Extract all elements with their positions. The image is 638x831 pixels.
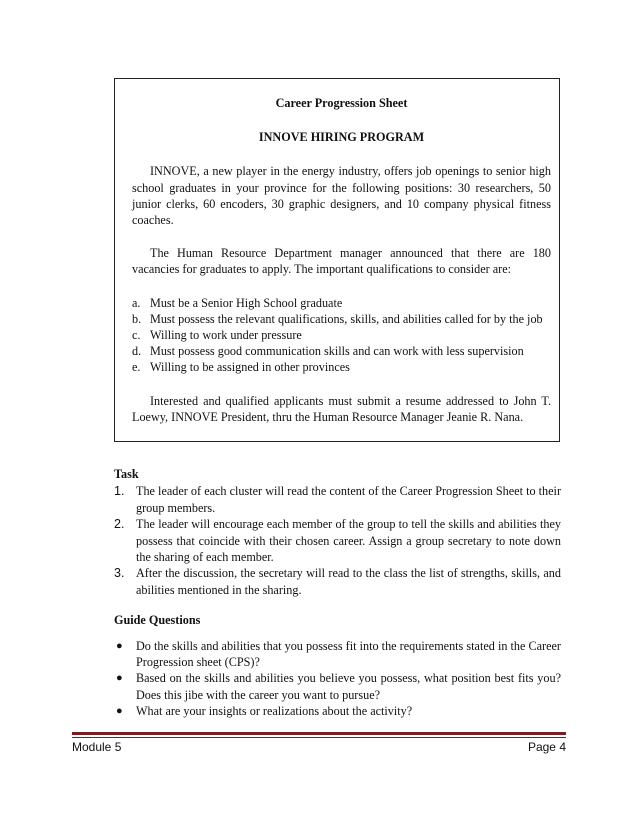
list-item — [132, 359, 551, 375]
list-item — [114, 638, 561, 671]
list-letter: c. — [132, 328, 141, 343]
list-item — [132, 327, 551, 343]
list-number: 3. — [114, 566, 125, 581]
list-text: Must be a Senior High School graduate — [150, 295, 343, 310]
list-letter: b. — [132, 311, 142, 326]
list-item — [132, 295, 551, 311]
list-text: Willing to be assigned in other provinces — [150, 360, 350, 375]
list-item — [114, 670, 561, 703]
bullet-icon: ● — [116, 672, 123, 685]
bullet-icon: ● — [116, 639, 123, 652]
list-letter: a. — [132, 295, 141, 310]
list-text: Do the skills and abilities that you possess fit into the requirements stated in the Career Progression sheet (CPS)? — [136, 638, 561, 670]
footer-rule-thick — [72, 732, 566, 735]
list-number: 2. — [114, 517, 125, 532]
list-text: Must possess the relevant qualifications, skills, and abilities called for by the job — [150, 311, 543, 326]
list-item — [114, 703, 561, 719]
sheet-title: Career Progression Sheet — [275, 96, 408, 110]
qualifications-list — [132, 295, 551, 376]
sheet-paragraph-submission: Interested and qualified applicants must submit a resume addressed to John T. Loewy, INNOVE President, thru the Human Resource Manager Jeanie R. Nana. — [132, 393, 551, 424]
list-item — [114, 565, 561, 598]
footer-page-number: Page 4 — [527, 740, 566, 754]
task-section — [114, 466, 561, 720]
list-text: After the discussion, the secretary will read to the class the list of strengths, skills, and abilities mentioned in the sharing. — [136, 566, 561, 597]
footer-rule-thin — [72, 737, 566, 738]
task-list — [114, 483, 561, 598]
guide-questions-heading: Guide Questions — [114, 613, 201, 628]
list-letter: d. — [132, 344, 142, 359]
list-number: 1. — [114, 484, 125, 499]
bullet-icon: ● — [116, 705, 123, 718]
footer-rule — [72, 732, 566, 738]
list-item — [132, 343, 551, 359]
sheet-paragraph-vacancies: The Human Resource Department manager announced that there are 180 vacancies for graduates to apply. The important qualifications to consider are: — [132, 246, 551, 277]
career-progression-sheet-box — [114, 78, 560, 442]
list-text: What are your insights or realizations about the activity? — [136, 704, 413, 719]
sheet-paragraph-positions: INNOVE, a new player in the energy industry, offers job openings to senior high school graduates in your province for the following positions: 30 researchers, 50 junior clerks, 60 encoders, 30 graphic designers, and 10 company physical fitness coaches. — [132, 164, 551, 228]
list-text: Willing to work under pressure — [150, 328, 302, 343]
list-letter: e. — [132, 360, 141, 375]
list-text: Must possess good communication skills and can work with less supervision — [150, 344, 524, 359]
list-text: Based on the skills and abilities you believe you possess, what position best fits you? Does this jibe with the career you want to pursue? — [136, 671, 561, 702]
list-text: The leader will encourage each member of the group to tell the skills and abilities they possess that coincide with their chosen career. Assign a group secretary to note down the sharing of each member. — [136, 517, 561, 565]
program-title: INNOVE HIRING PROGRAM — [258, 130, 425, 145]
list-item — [132, 311, 551, 327]
list-text: The leader of each cluster will read the content of the Career Progression Sheet to their group members. — [136, 484, 561, 515]
guide-questions-list — [114, 638, 561, 720]
footer-module-label: Module 5 — [72, 740, 122, 754]
list-item — [114, 516, 561, 565]
list-item — [114, 483, 561, 516]
task-heading: Task — [114, 467, 139, 481]
